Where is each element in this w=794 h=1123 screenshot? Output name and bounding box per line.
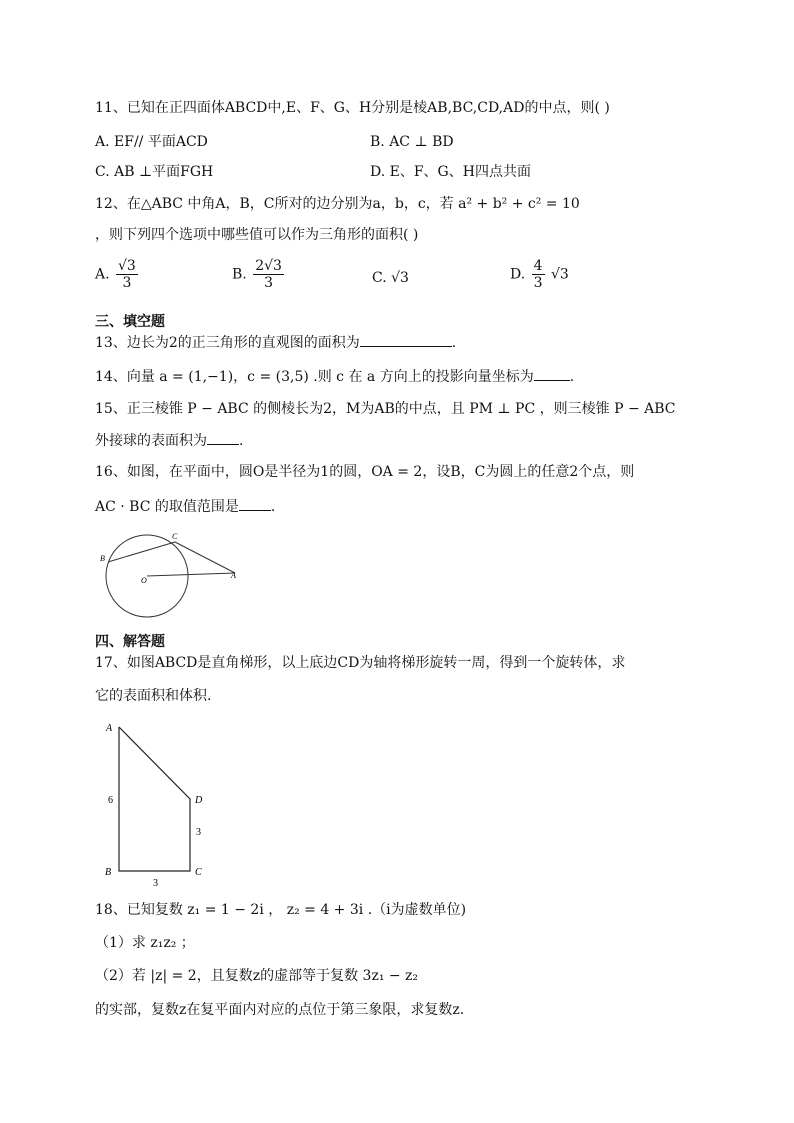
- length-cd-label: 3: [196, 827, 201, 838]
- option-label: D.: [510, 266, 526, 283]
- q17-trapezoid-figure: [95, 715, 225, 895]
- q16-text: AC · BC 的取值范围是: [95, 499, 239, 515]
- segment-bc: [108, 542, 175, 562]
- q16-circle-figure: [95, 530, 255, 622]
- section-4-heading: 四、解答题: [95, 634, 165, 650]
- q13: 13、边长为2的正三角形的直观图的面积为 .: [95, 332, 456, 353]
- label-c: C: [172, 532, 178, 541]
- q11-option-c: C. AB ⊥平面FGH: [95, 164, 214, 180]
- answer-blank[interactable]: [239, 496, 271, 511]
- q11-option-d: D. E、F、G、H四点共面: [370, 164, 531, 180]
- option-label: A.: [95, 266, 110, 283]
- q11-option-a: A. EF// 平面ACD: [95, 134, 208, 150]
- label-b: B: [100, 554, 105, 563]
- q14-text: 14、向量 a = (1,−1)，c = (3,5) .则 c 在 a 方向上的投影向量坐标为: [95, 369, 534, 385]
- q18-stem: 18、已知复数 z₁ = 1 − 2i ， z₂ = 4 + 3i .（i为虚数单位): [95, 902, 467, 918]
- vertex-b-label: B: [105, 867, 112, 878]
- q15-continued: 外接球的表面积为 .: [95, 430, 243, 451]
- length-bc-label: 3: [153, 878, 158, 889]
- answer-blank[interactable]: [534, 366, 570, 381]
- length-ab-label: 6: [108, 795, 113, 806]
- fraction: [532, 258, 545, 291]
- q18-part-2-continued: 的实部，复数z在复平面内对应的点位于第三象限，求复数z.: [95, 1002, 465, 1018]
- q12-option-b: [232, 258, 286, 291]
- fraction: [253, 258, 284, 291]
- q12-option-c: C. √3: [372, 270, 409, 286]
- option-tail: √3: [551, 266, 569, 283]
- q17-stem: 17、如图ABCD是直角梯形，以上底边CD为轴将梯形旋转一周，得到一个旋转体，求: [95, 655, 626, 671]
- q11-option-b: B. AC ⊥ BD: [370, 134, 454, 150]
- q15-stem: 15、正三棱锥 P − ABC 的侧棱长为2，M为AB的中点，且 PM ⊥ PC ，则三棱锥 P − ABC: [95, 401, 676, 417]
- q12-stem-continued: ，则下列四个选项中哪些值可以作为三角形的面积( ): [95, 227, 419, 243]
- answer-blank[interactable]: [360, 332, 452, 347]
- q11-stem: 11、已知在正四面体ABCD中,E、F、G、H分别是棱AB,BC,CD,AD的中点，则( ): [95, 100, 610, 116]
- q12-option-a: [95, 258, 140, 291]
- q12-option-d: [510, 258, 569, 291]
- vertex-d-label: D: [195, 795, 203, 806]
- fraction-numerator: √3: [118, 258, 136, 274]
- fraction-denominator: 3: [264, 275, 274, 291]
- label-o: O: [141, 576, 147, 585]
- q18-part-2: （2）若 |z| = 2，且复数z的虚部等于复数 3z₁ − z₂: [95, 968, 419, 984]
- trapezoid-outline: [119, 727, 190, 871]
- option-label: B.: [232, 266, 247, 283]
- vertex-c-label: C: [195, 867, 202, 878]
- q12-stem: 12、在△ABC 中角A，B，C所对的边分别为a，b，c，若 a² + b² + c² = 10: [95, 196, 580, 212]
- label-a: A: [231, 571, 236, 580]
- q17-continued: 它的表面积和体积.: [95, 688, 212, 704]
- answer-blank[interactable]: [207, 430, 239, 445]
- fraction-numerator: 2√3: [255, 258, 282, 274]
- fraction: [116, 258, 138, 291]
- q13-text: 13、边长为2的正三角形的直观图的面积为: [95, 335, 360, 351]
- q15-text: 外接球的表面积为: [95, 433, 207, 449]
- fraction-numerator: 4: [533, 258, 543, 274]
- vertex-a-label: A: [106, 723, 113, 734]
- q14: 14、向量 a = (1,−1)，c = (3,5) .则 c 在 a 方向上的投影向量坐标为 .: [95, 366, 574, 387]
- section-3-heading: 三、填空题: [95, 314, 165, 330]
- q16-stem: 16、如图，在平面中，圆O是半径为1的圆，OA = 2，设B，C为圆上的任意2个点，则: [95, 464, 635, 480]
- fraction-denominator: 3: [533, 275, 543, 291]
- fraction-denominator: 3: [122, 275, 132, 291]
- segment-oa: [147, 573, 235, 576]
- q18-part-1: （1）求 z₁z₂ ；: [95, 935, 195, 951]
- q16-continued: AC · BC 的取值范围是 .: [95, 496, 275, 517]
